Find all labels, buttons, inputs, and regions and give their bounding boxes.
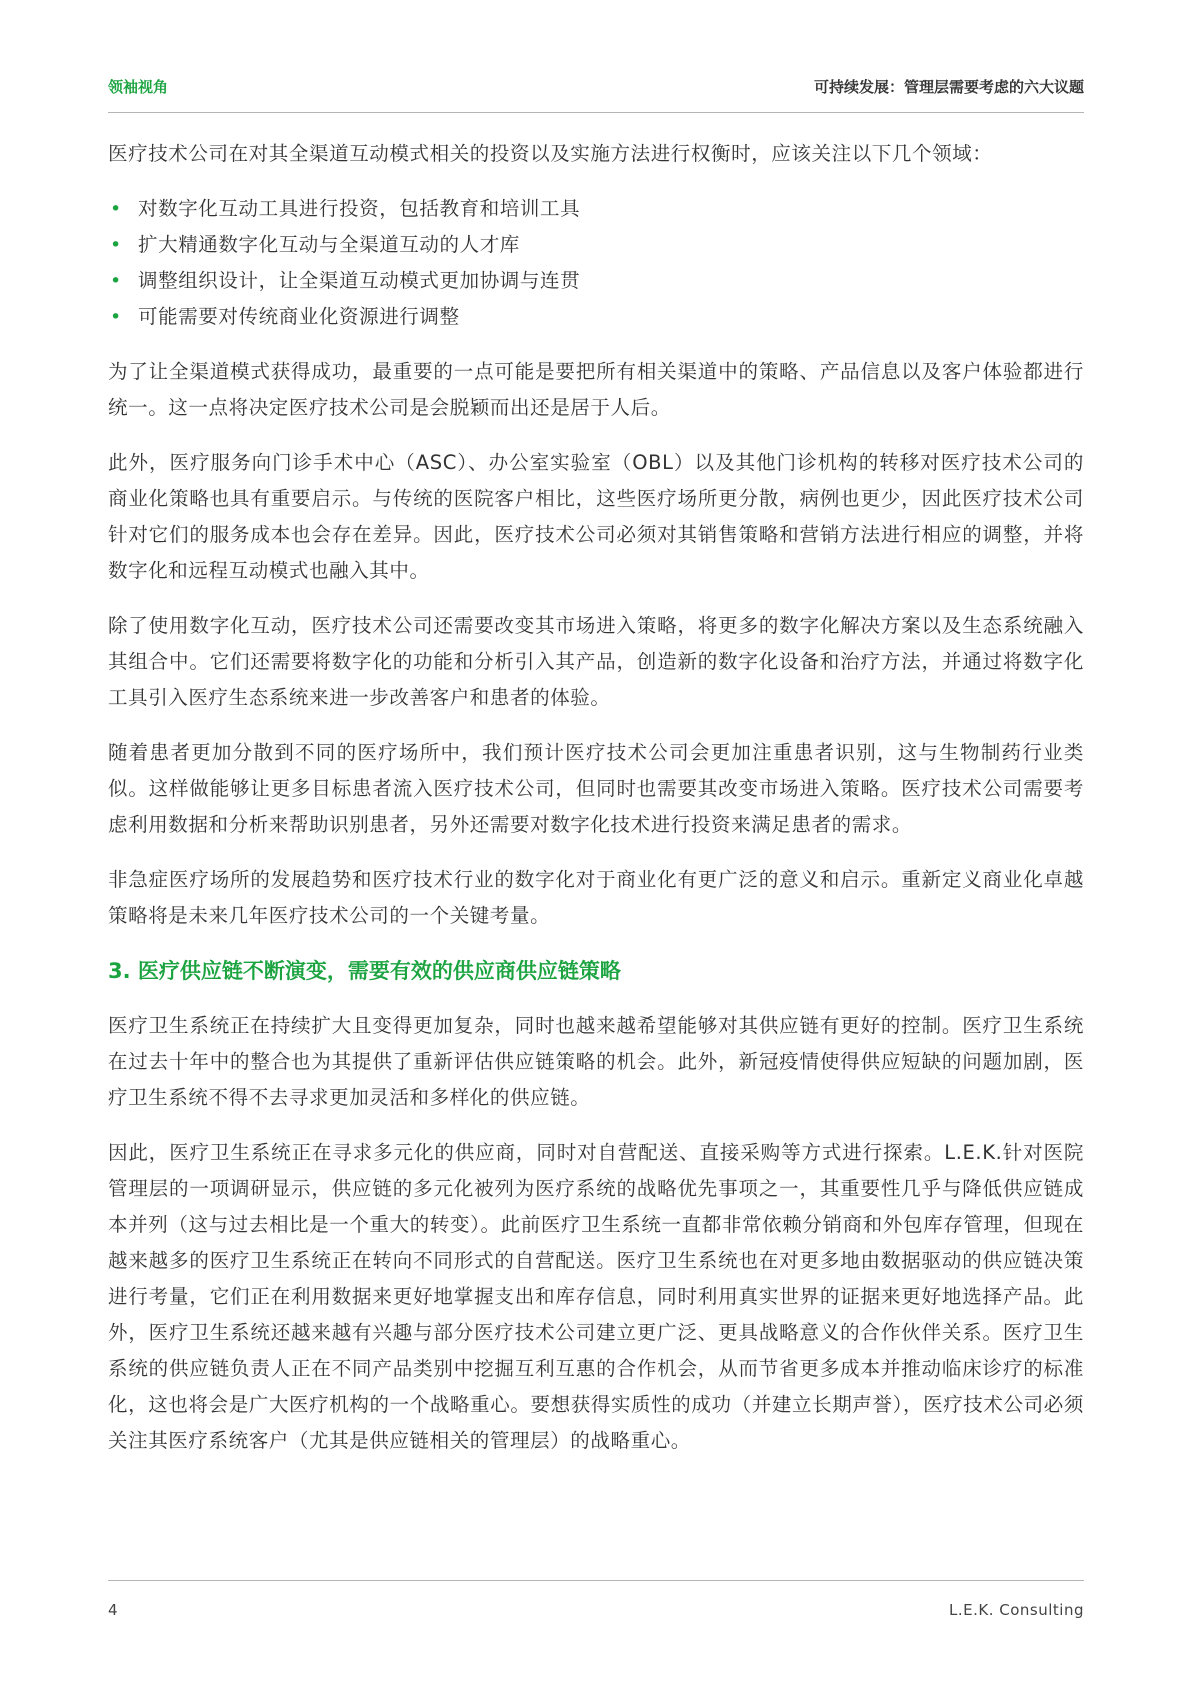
list-item: [108, 299, 1084, 335]
bullet-icon: •: [110, 234, 122, 256]
list-item-text: 可能需要对传统商业化资源进行调整: [138, 305, 460, 328]
bullet-icon: •: [110, 306, 122, 328]
body-paragraph: 为了让全渠道模式获得成功，最重要的一点可能是要把所有相关渠道中的策略、产品信息以及客户体验都进行统一。这一点将决定医疗技术公司是会脱颖而出还是居于人后。: [108, 360, 1084, 419]
footer-brand: L.E.K. Consulting: [949, 1601, 1084, 1619]
list-item-text: 调整组织设计，让全渠道互动模式更加协调与连贯: [138, 269, 581, 292]
body-paragraph: 医疗卫生系统正在持续扩大且变得更加复杂，同时也越来越希望能够对其供应链有更好的控制。医疗卫生系统在过去十年中的整合也为其提供了重新评估供应链策略的机会。此外，新冠疫情使得供应短缺的问题加剧，医疗卫生系统不得不去寻求更加灵活和多样化的供应链。: [108, 1014, 1084, 1109]
body-paragraph: 随着患者更加分散到不同的医疗场所中，我们预计医疗技术公司会更加注重患者识别，这与生物制药行业类似。这样做能够让更多目标患者流入医疗技术公司，但同时也需要其改变市场进入策略。医疗技术公司需要考虑利用数据和分析来帮助识别患者，另外还需要对数字化技术进行投资来满足患者的需求。: [108, 741, 1084, 836]
main-content: [108, 136, 1084, 1478]
body-paragraph: 因此，医疗卫生系统正在寻求多元化的供应商，同时对自营配送、直接采购等方式进行探索。L.E.K.针对医院管理层的一项调研显示，供应链的多元化被列为医疗系统的战略优先事项之一，其重要性几乎与降低供应链成本并列（这与过去相比是一个重大的转变）。此前医疗卫生系统一直都非常依赖分销商和外包库存管理，但现在越来越多的医疗卫生系统正在转向不同形式的自营配送。医疗卫生系统也在对更多地由数据驱动的供应链决策进行考量，它们正在利用数据来更好地掌握支出和库存信息，同时利用真实世界的证据来更好地选择产品。此外，医疗卫生系统还越来越有兴趣与部分医疗技术公司建立更广泛、更具战略意义的合作伙伴关系。医疗卫生系统的供应链负责人正在不同产品类别中挖掘互利互惠的合作机会，从而节省更多成本并推动临床诊疗的标准化，这也将会是广大医疗机构的一个战略重心。要想获得实质性的成功（并建立长期声誉），医疗技术公司必须关注其医疗系统客户（尤其是供应链相关的管理层）的战略重心。: [108, 1141, 1084, 1452]
bullet-list: [108, 191, 1084, 335]
bullet-icon: •: [110, 198, 122, 220]
bullet-icon: •: [110, 270, 122, 292]
section-heading: 3. 医疗供应链不断演变，需要有效的供应商供应链策略: [108, 959, 621, 983]
intro-paragraph: 医疗技术公司在对其全渠道互动模式相关的投资以及实施方法进行权衡时，应该关注以下几个领域：: [108, 142, 993, 165]
list-item: [108, 227, 1084, 263]
list-item-text: 对数字化互动工具进行投资，包括教育和培训工具: [138, 197, 581, 220]
page-number: 4: [108, 1601, 118, 1619]
page-footer: [108, 1580, 1084, 1621]
body-paragraph: 此外，医疗服务向门诊手术中心（ASC）、办公室实验室（OBL）以及其他门诊机构的转移对医疗技术公司的商业化策略也具有重要启示。与传统的医院客户相比，这些医疗场所更分散，病例也更少，因此医疗技术公司针对它们的服务成本也会存在差异。因此，医疗技术公司必须对其销售策略和营销方法进行相应的调整，并将数字化和远程互动模式也融入其中。: [108, 451, 1084, 582]
body-paragraph: 除了使用数字化互动，医疗技术公司还需要改变其市场进入策略，将更多的数字化解决方案以及生态系统融入其组合中。它们还需要将数字化的功能和分析引入其产品，创造新的数字化设备和治疗方法，并通过将数字化工具引入医疗生态系统来进一步改善客户和患者的体验。: [108, 614, 1084, 709]
list-item: [108, 263, 1084, 299]
header-section-label: 领袖视角: [108, 78, 169, 96]
list-item: [108, 191, 1084, 227]
page-header: [108, 72, 1084, 113]
header-document-title: 可持续发展：管理层需要考虑的六大议题: [813, 78, 1084, 96]
body-paragraph: 非急症医疗场所的发展趋势和医疗技术行业的数字化对于商业化有更广泛的意义和启示。重新定义商业化卓越策略将是未来几年医疗技术公司的一个关键考量。: [108, 868, 1084, 927]
list-item-text: 扩大精通数字化互动与全渠道互动的人才库: [138, 233, 520, 256]
